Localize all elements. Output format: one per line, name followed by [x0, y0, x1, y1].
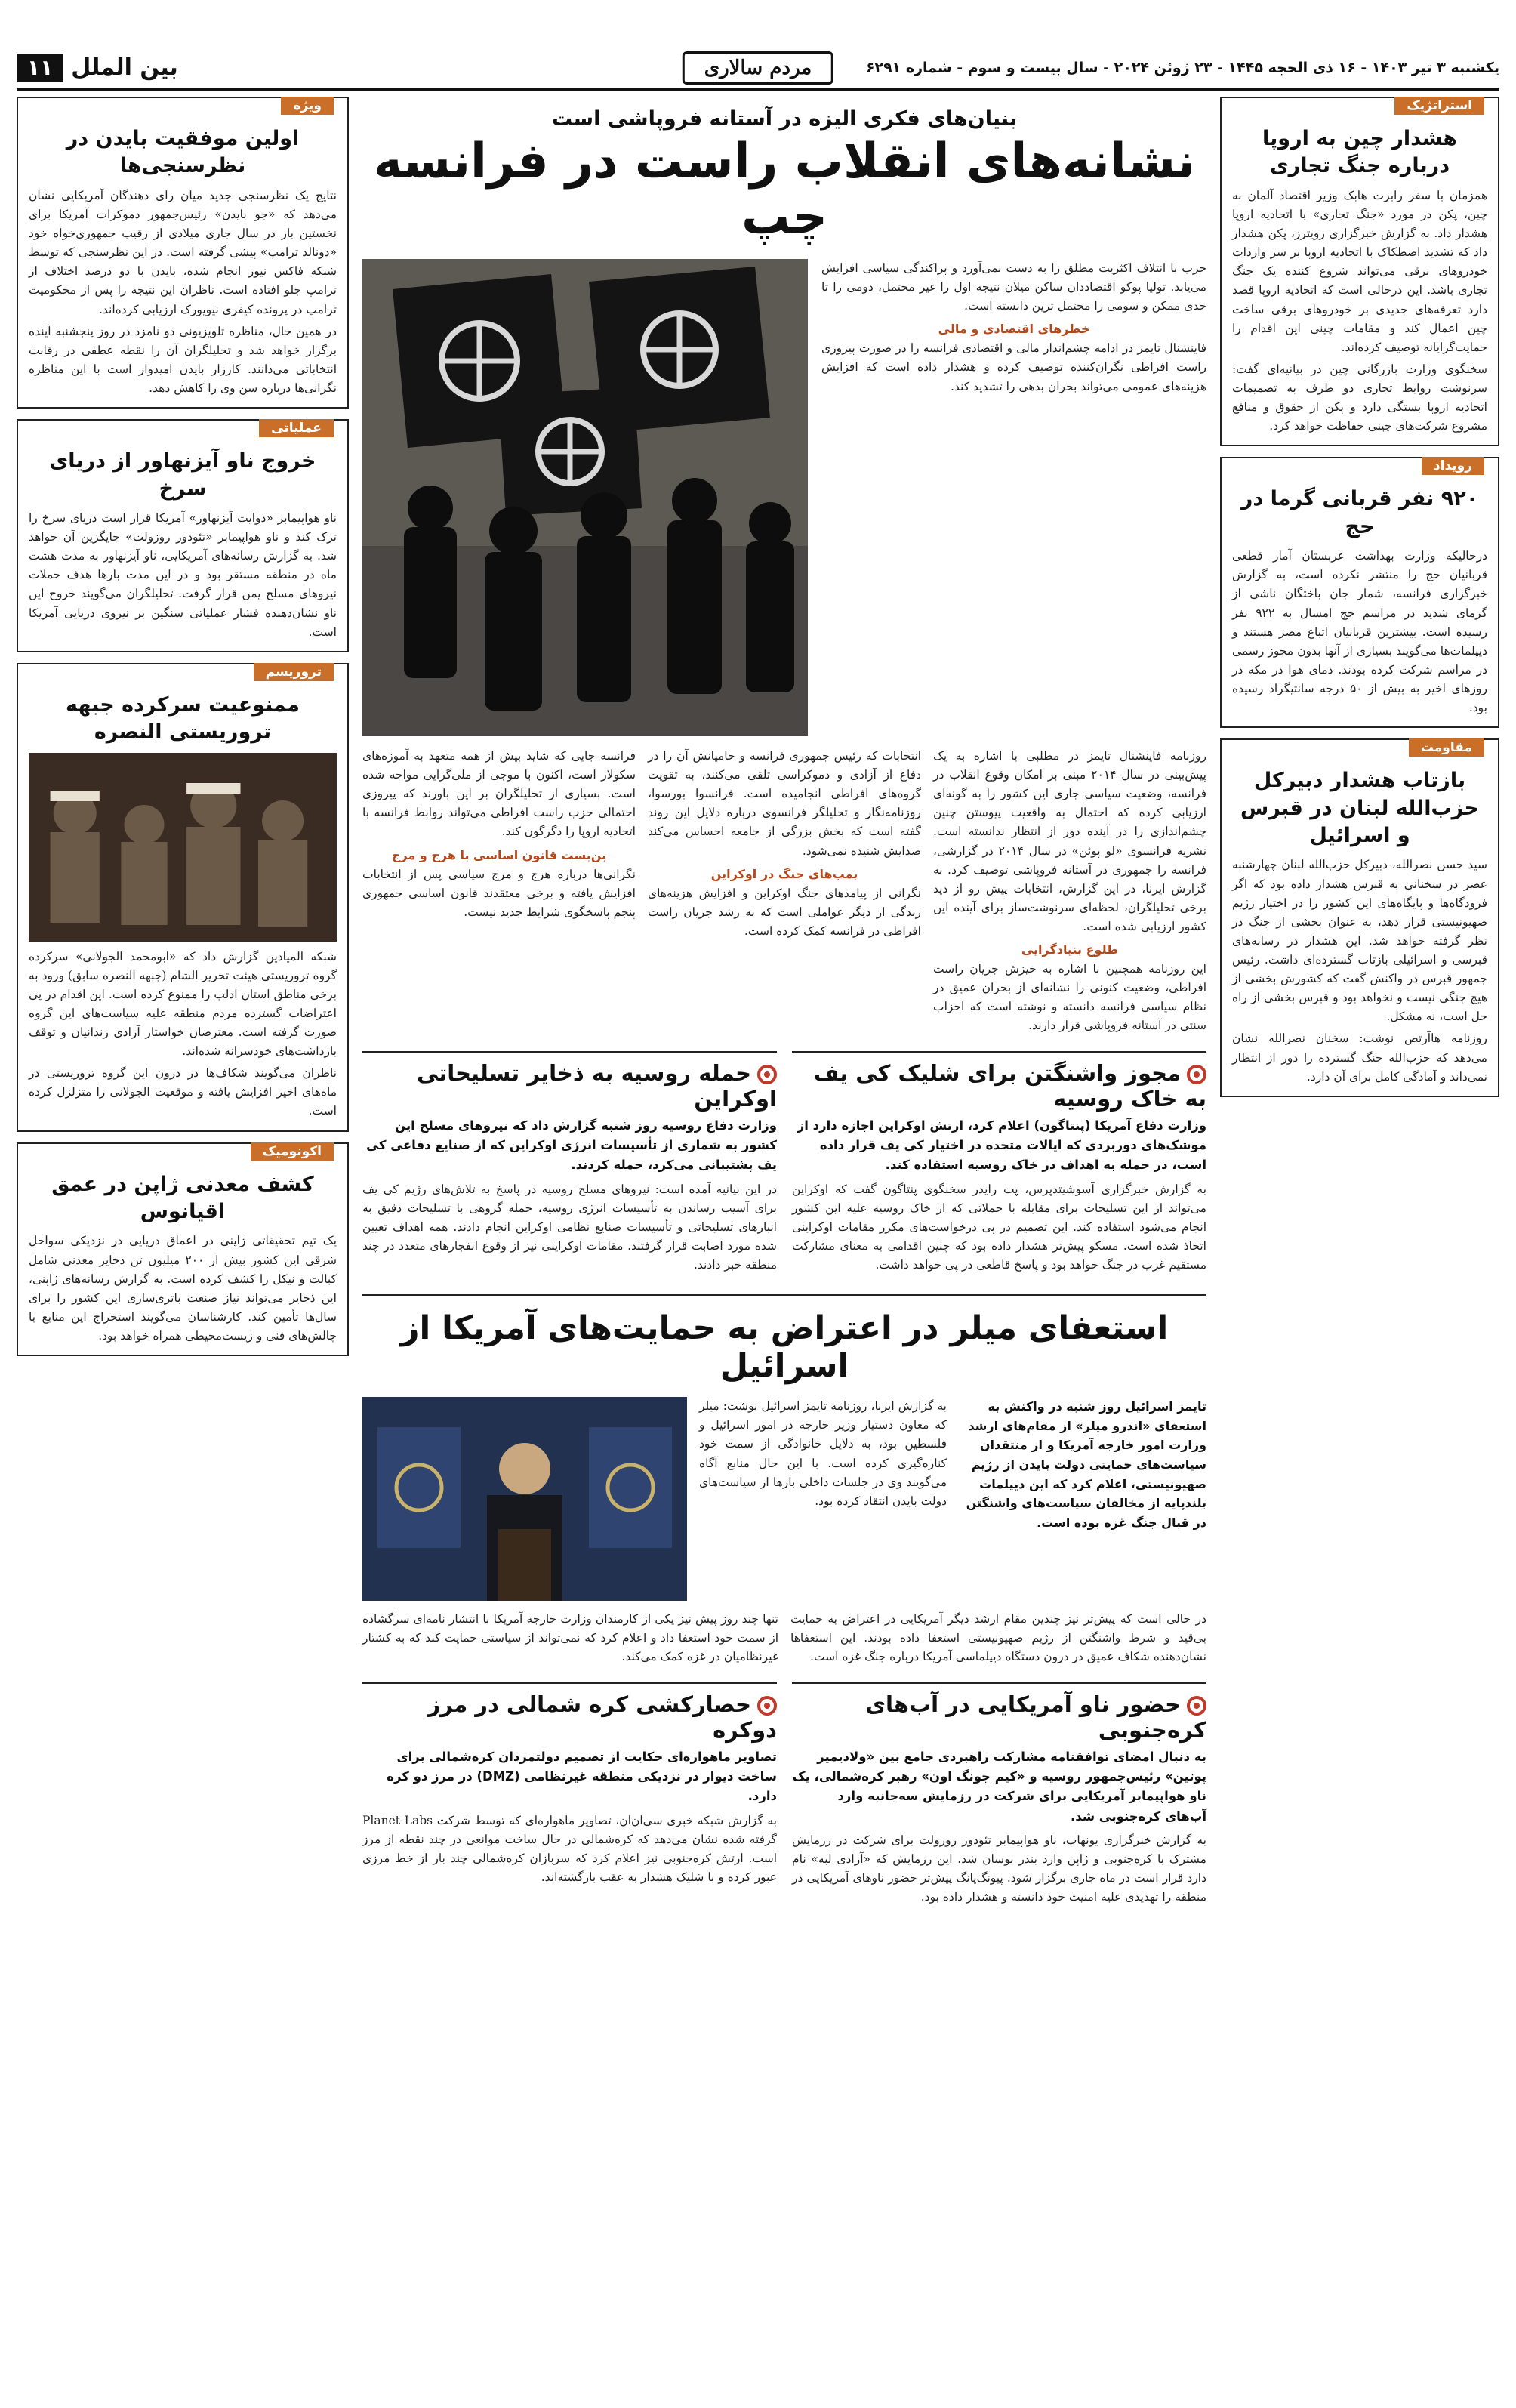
lead-paragraph: روزنامه فاینشنال تایمز در مطلبی با اشاره به یک پیش‌بینی در سال ۲۰۱۴ مبنی بر امکان وقوع انقلاب در فرانسه، وضعیت سیاسی جاری این کشور را به گونه‌ای ارزیابی کرده که احتمال به واقعیت پیوستن چنین چشم‌اندازی را در آینده دور از انتظار ندانسته است. نشریه فرانسوی «لو پوئن» در سال ۲۰۱۴ در گزارشی، فرانسه را جمهوری در آستانه فروپاشی توصیف کرد. به گزارش ایرنا، در این گزارش، انتخابات پیش رو از دید برخی تحلیلگران، لحظه‌ای سرنوشت‌ساز برای آینده این کشور ارزیابی شده است.	[933, 749, 1207, 933]
story-headline: استعفای میلر در اعتراض به حمایت‌های آمریکا از اسرائیل	[362, 1294, 1206, 1385]
story-headline: اولین موفقیت بایدن در نظرسنجی‌ها	[66, 127, 300, 178]
story-body: روزنامه هاآرتص نوشت: سخنان نصرالله نشان می‌دهد که حزب‌الله جنگ گسترده را دور از انتظار نمی‌داند و آمادگی کامل برای آن دارد.	[1232, 1031, 1487, 1084]
story-deck: تصاویر ماهواره‌ای حکایت از تصمیم دولتمردان کره‌شمالی برای ساخت دیوار در نزدیکی منطقه غیرنظامی (DMZ) در مرز دو کره دارد.	[387, 1749, 777, 1804]
lead-text-block	[821, 259, 1206, 736]
story-column	[790, 1610, 1206, 1666]
korea-stories	[362, 1682, 1206, 1907]
story-north-korea-wall	[362, 1682, 777, 1907]
story-headline	[792, 1691, 1206, 1743]
lead-photo	[362, 259, 808, 736]
story-body: نتایج یک نظرسنجی جدید میان رای دهندگان آمریکایی نشان می‌دهد که «جو بایدن» رئیس‌جمهور دموکرات آمریکا برای نخستین بار در سال جاری میلادی از رقیب جمهوری‌خواه خود «دونالد ترامپ» پیشی گرفته است. در این نظرسنجی که توسط شبکه فاکس نیوز انجام شده، بایدن با دو درصد اختلاف از ترامپ جلو افتاده است. ناظران این نتیجه را پس از محکومیت ترامپ در پرونده کیفری نیویورک ارزیابی کرده‌اند.	[29, 188, 337, 316]
story-body: به گزارش ایرنا، روزنامه تایمز اسرائیل نوشت: میلر که معاون دستیار وزیر خارجه در امور اسرائیل و فلسطین بود، به دلایل خانوادگی از سمت خود کناره‌گیری کرده است. با این حال منابع آگاه می‌گویند وی در جلسات داخلی بارها از سیاست‌های دولت بایدن انتقاد کرده بود.	[699, 1399, 947, 1508]
story-headline	[362, 1691, 777, 1743]
story-body: سید حسن نصرالله، دبیرکل حزب‌الله لبنان چهارشنبه عصر در سخنانی به قبرس هشدار داده بود که اگر فرودگاه‌ها و پایگاه‌های این کشور را در اختیار رژیم صهیونیستی قرار دهد، به عنوان بخشی از جنگ در نظر گرفته خواهد شد. این هشدار در رسانه‌های قبرسی و اسرائیلی بازتاب گسترده‌ای داشت. رئیس جمهور قبرس در واکنش گفت که کشورش بخشی از هیچ جنگی نیست و نخواهد بود و قبرس بخشی از راه حل است، نه مشکل.	[1232, 858, 1487, 1024]
story-headline	[362, 1060, 777, 1112]
story-body: در حالی است که پیش‌تر نیز چندین مقام ارشد دیگر آمریکایی در اعتراض به حمایت بی‌قید و شرط واشنگتن از رژیم صهیونیستی استعفا داده بودند. این استعفاها نشان‌دهنده شکاف عمیق در درون دستگاه دیپلماسی آمریکا درباره جنگ غزه است.	[790, 1612, 1206, 1664]
lead-paragraph: فرانسه جایی که شاید بیش از همه متعهد به آموزه‌های سکولار است، اکنون با موجی از ملی‌گرایی مواجه شده است. بسیاری از تحلیلگران بر این باورند که پیروزی احتمالی حزب راست افراطی می‌تواند روابط فرانسه با اتحادیه اروپا را دگرگون کند.	[362, 749, 636, 839]
news-bullet-icon	[1187, 1065, 1206, 1084]
story-headline: بازتاب هشدار دبیرکل حزب‌الله لبنان در قبرس و اسرائیل	[1240, 769, 1479, 848]
rubric-label: ویژه	[281, 97, 334, 115]
lead-column	[821, 259, 1206, 396]
lead-paragraph: حزب با انتلاف اکثریت مطلق را به دست نمی‌آورد و پراکندگی سیاسی افزایش می‌یابد. تولیا پوکو اقتصاددان ساکن میلان نتیجه اول را غیر محتمل، دومی را تا حدی ممکن و سومی را محتمل ترین دانسته است.	[821, 261, 1206, 313]
lead-paragraph: فاینشنال تایمز در ادامه چشم‌انداز مالی و اقتصادی فرانسه را در صورت پیروزی راست افراطی نگران‌کننده توصیف کرده و هشدار داده است که افزایش هزینه‌های عمومی می‌تواند بحران بدهی را تشدید کند.	[821, 341, 1206, 393]
lead-text-columns	[821, 259, 1206, 396]
main-area	[362, 97, 1206, 1907]
lead-column	[362, 747, 636, 1036]
rubric-label: اکونومیک	[251, 1142, 334, 1161]
rubric-label: عملیاتی	[259, 419, 334, 437]
newspaper-logo: مردم سالاری	[683, 51, 833, 85]
story-headline: ۹۲۰ نفر قربانی گرما در حج	[1240, 487, 1479, 538]
masthead	[17, 47, 1499, 91]
story-body: تنها چند روز پیش نیز یکی از کارمندان وزارت خارجه آمریکا با انتشار نامه‌ای سرگشاده از سمت خود استعفا داد و اعلام کرد که نمی‌تواند از سیاستی حمایت کند که به کشتار غیرنظامیان در غزه کمک می‌کند.	[362, 1612, 778, 1664]
story-photo	[362, 1397, 687, 1601]
ukraine-stories	[362, 1051, 1206, 1275]
story-column	[699, 1397, 947, 1601]
lead-column	[648, 747, 921, 1036]
news-bullet-icon	[1187, 1696, 1206, 1716]
rubric-label: تروریسم	[254, 663, 334, 681]
rubric-label: رویداد	[1422, 457, 1484, 475]
section-header	[17, 54, 178, 82]
story-headline	[792, 1060, 1206, 1112]
lead-kicker: بنیان‌های فکری الیزه در آستانه فروپاشی است	[551, 107, 1018, 131]
photo-image	[362, 1397, 687, 1601]
story-body: ناظران می‌گویند شکاف‌ها در درون این گروه تروریستی در ماه‌های اخیر افزایش یافته و موقعیت الجولانی را متزلزل کرده است.	[29, 1066, 337, 1118]
story-miller-more	[362, 1610, 1206, 1666]
news-bullet-icon	[757, 1065, 777, 1084]
story-china-warning	[1220, 97, 1499, 446]
story-body: به گزارش خبرگزاری یونهاپ، ناو هواپیمابر تئودور روزولت برای شرکت در رزمایش مشترک با کره‌جنوبی و ژاپن وارد بندر بوسان شد. این رزمایش که «آزادی لبه» نام دارد قرار است در ماه جاری برگزار شود. پیونگ‌یانگ پیش‌تر حضور ناوهای آمریکایی در منطقه را تهدیدی علیه امنیت خود دانسته و هشدار داده بود.	[792, 1833, 1206, 1904]
crowd-photo	[29, 753, 337, 942]
lead-subhead: بمب‌های جنگ در اوکراین	[710, 866, 858, 881]
story-deck: وزارت دفاع آمریکا (پنتاگون) اعلام کرد، ارتش اوکراین اجازه دارد از موشک‌های دوربردی که ایالات متحده در اختیار کی یف قرار داده است، در حمله به اهداف در خاک روسیه استفاده کند.	[797, 1118, 1206, 1173]
photo-image	[29, 753, 337, 942]
story-body: در این بیانیه آمده است: نیروهای مسلح روسیه در پاسخ به تلاش‌های رژیم کی یف برای آسیب رساندن به تأسیسات انرژی روسیه، حمله گروهی با تسلیحات دقیق به انبارهای تسلیحاتی و تأسیسات صنایع نظامی اوکراین انجام دادند. همه اهداف تعیین شده مورد اصابت قرار گرفتند. مقامات اوکراینی نیز از وقوع انفجارهای متعدد در چند منطقه خبر دادند.	[362, 1182, 777, 1272]
story-headline-text: حمله روسیه به ذخایر تسلیحاتی اوکراین	[417, 1059, 777, 1112]
news-bullet-icon	[757, 1696, 777, 1716]
lead-photo-image	[362, 259, 808, 736]
lead-subhead: بن‌بست قانون اساسی با هرج و مرج	[391, 847, 607, 862]
issue-date-line: یکشنبه ۳ تیر ۱۴۰۳ - ۱۶ ذی الحجه ۱۴۴۵ - ۲۳ ژوئن ۲۰۲۴ - سال بیست و سوم - شماره ۶۲۹۱	[865, 59, 1499, 76]
lead-paragraph: نگرانی از پیامدهای جنگ اوکراین و افزایش هزینه‌های زندگی از دیگر عواملی است که به رشد جریان راست افراطی در فرانسه کمک کرده است.	[648, 886, 921, 938]
story-headline: ممنوعیت سرکرده جبهه تروریستی النصره	[66, 692, 300, 745]
story-headline: خروج ناو آیزنهاور از دریای سرخ	[49, 449, 316, 501]
page-number: ۱۱	[17, 54, 63, 82]
right-column	[1220, 97, 1499, 1108]
lead-paragraph: نگرانی‌ها درباره هرج و مرج سیاسی پس از انتخابات افزایش یافته و برخی معتقدند قانون اساسی جمهوری پنجم پاسخگوی شرایط جدید نیست.	[362, 867, 636, 919]
story-body: ناو هواپیمابر «دوایت آیزنهاور» آمریکا قرار است دریای سرخ را ترک کند و ناو هواپیمابر «تئودور روزولت» جایگزین آن خواهد شد. به گزارش رسانه‌های آمریکایی، ناو آیزنهاور به مدت هشت ماه در منطقه مستقر بود و در این مدت بارها هدف حملات نیروهای مسلح یمن قرار گرفت. تحلیلگران می‌گویند خروج این ناو نشان‌دهنده فشار عملیاتی سنگین بر نیروی دریایی آمریکا است.	[29, 510, 337, 639]
story-body: یک تیم تحقیقاتی ژاپنی در اعماق دریایی در نزدیکی سواحل شرقی این کشور بیش از ۲۰۰ میلیون تن ذخایر معدنی شامل کبالت و نیکل را کشف کرده است. به گزارش رسانه‌های ژاپنی، این ذخایر می‌تواند نیاز صنعت باتری‌سازی این کشور را برای سال‌ها تأمین کند. کارشناسان می‌گویند استخراج این منابع با چالش‌های فنی و زیست‌محیطی همراه خواهد بود.	[29, 1234, 337, 1343]
rubric-label: استراتژیک	[1394, 97, 1484, 115]
lead-headline: نشانه‌های انقلاب راست در فرانسه چپ	[374, 134, 1195, 245]
story-us-carrier-korea	[792, 1682, 1206, 1907]
lead-column	[933, 747, 1206, 1036]
rubric-label: مقاومت	[1409, 738, 1484, 757]
story-column	[362, 1610, 778, 1666]
lead-paragraph: این روزنامه همچنین با اشاره به خیزش جریان راست افراطی، وضعیت کنونی را نشانه‌ای از بحران عمیق در نظام سیاسی فرانسه دانسته و نوشته است که احزاب سنتی در آستانه فروپاشی قرار دارند.	[933, 962, 1206, 1033]
story-body: درحالیکه وزارت بهداشت عربستان آمار قطعی قربانیان حج را منتشر نکرده است، به گزارش خبرگزاری فرانسه، شمار جان باختگان ناشی از گرمای شدید در مراسم حج امسال به ۹۲۲ نفر رسیده است. بیشترین قربانیان اتباع مصر هستند و دیپلمات‌ها می‌گویند بسیاری از آنها بدون مجوز رسمی در مراسم شرکت کرده بودند. دمای هوا در مکه در روزهای اخیر به بیش از ۵۰ درجه سانتیگراد رسیده بود.	[1232, 549, 1487, 715]
story-column	[959, 1397, 1206, 1601]
left-column	[17, 97, 349, 1367]
story-deck: وزارت دفاع روسیه روز شنبه گزارش داد که نیروهای مسلح این کشور به شماری از تأسیسات انرژی اوکراین که از صنایع دفاعی کی یف پشتیبانی می‌کرد، حمله کردند.	[366, 1118, 777, 1173]
story-hajj-heat	[1220, 457, 1499, 728]
lead-paragraph: انتخابات که رئیس جمهوری فرانسه و حامیانش آن را در دفاع از آزادی و دموکراسی تلقی می‌کنند، به تقویت گروه‌های افراطی انجامیده است. فرانسوا بورسوا، روزنامه‌نگار و تحلیلگر فرانسوی درباره دلایل این روند گفته است که بخش بزرگی از جامعه احساس می‌کند صدایش شنیده نمی‌شود.	[648, 749, 921, 858]
lead-story	[362, 259, 1206, 736]
story-miller-resignation	[362, 1397, 1206, 1601]
story-deck: تایمز اسرائیل روز شنبه در واکنش به استعفای «اندرو میلر» از مقام‌های ارشد وزارت امور خارجه آمریکا و از منتقدان سیاست‌های حمایتی دولت بایدن از رژیم صهیونیستی، اعلام کرد که این دیپلمات بلندپایه از مخالفان سیاست‌های واشنگتن در قبال جنگ غزه بوده است.	[966, 1399, 1206, 1530]
story-body: در همین حال، مناظره تلویزیونی دو نامزد در روز پنجشنبه آینده برگزار خواهد شد و تحلیلگران آن را نقطه عطفی در رقابت انتخاباتی می‌دانند. کارزار بایدن امیدوار است با این مناظره نگرانی‌ها درباره سن وی را کاهش دهد.	[29, 324, 337, 395]
story-body: به گزارش خبرگزاری آسوشیتدپرس، پت رایدر سخنگوی پنتاگون گفت که اوکراین می‌تواند از این تسلیحات برای مقابله با حملاتی که از خاک روسیه علیه این کشور انجام می‌شود استفاده کند. این تصمیم در پی درخواست‌های مکرر مقامات اوکراینی اتخاذ شده است. مسکو پیش‌تر هشدار داده بود که چنین اقدامی به معنای مشارکت مستقیم غرب در جنگ خواهد بود و پاسخ قاطعی در پی خواهد داشت.	[792, 1182, 1206, 1272]
story-eisenhower	[17, 419, 349, 652]
section-name: بین الملل	[71, 54, 178, 81]
story-nusra	[17, 663, 349, 1132]
story-body: سخنگوی وزارت بازرگانی چین در بیانیه‌ای گفت: سرنوشت روابط تجاری دو طرف به تصمیمات اتحادیه اروپا بستگی دارد و پکن از حقوق و منافع مشروع شرکت‌های چینی حفاظت خواهد کرد.	[1232, 362, 1487, 433]
lead-subhead: خطرهای اقتصادی و مالی	[938, 322, 1090, 337]
story-deck: به دنبال امضای توافقنامه مشارکت راهبردی جامع بین «ولادیمیر پوتین» رئیس‌جمهور روسیه و «کیم جونگ اون» رهبر کره‌شمالی، یک ناو هواپیمابر آمریکایی برای شرکت در رزمایش سه‌جانبه وارد آب‌های کره‌جنوبی شد.	[792, 1749, 1206, 1824]
lead-columns-bottom	[362, 747, 1206, 1036]
story-body: شبکه المیادین گزارش داد که «ابومحمد الجولانی» سرکرده گروه تروریستی هیئت تحریر الشام (جبهه النصره سابق) ورود به برخی مناطق استان ادلب را ممنوع کرده است. این اقدام در پی اعتراضات گسترده مردم منطقه علیه سیاست‌های این گروه صورت گرفته است. معترضان خواستار آزادی زندانیان و توقف بازداشت‌های خودسرانه شده‌اند.	[29, 949, 337, 1059]
story-biden-poll	[17, 97, 349, 409]
story-russia-attack	[362, 1051, 777, 1275]
story-headline-text: حصارکشی کره شمالی در مرز دوکره	[427, 1691, 777, 1743]
story-headline: کشف معدنی ژاپن در عمق اقیانوس	[51, 1172, 314, 1224]
story-headline-text: مجوز واشنگتن برای شلیک کی یف به خاک روسیه	[813, 1059, 1206, 1112]
story-headline-text: حضور ناو آمریکایی در آب‌های کره‌جنوبی	[865, 1691, 1206, 1743]
story-body: به گزارش شبکه خبری سی‌ان‌ان، تصاویر ماهواره‌ای که توسط شرکت Planet Labs گرفته شده نشان می‌دهد که کره‌شمالی در حال ساخت موانعی در چند نقطه از مرز است. ارتش کره‌جنوبی نیز اعلام کرد که سربازان کره‌شمالی چند بار از خط مرزی عبور کرده و با شلیک هشدار به عقب بازگشته‌اند.	[362, 1813, 777, 1885]
story-japan-mine	[17, 1142, 349, 1357]
lead-subhead: طلوع بنیادگرایی	[1021, 942, 1119, 957]
story-hezbollah-warning	[1220, 738, 1499, 1097]
story-headline: هشدار چین به اروپا درباره جنگ تجاری	[1262, 127, 1457, 178]
story-body: همزمان با سفر رابرت هابک وزیر اقتصاد آلمان به چین، پکن در مورد «جنگ تجاری» با اتحادیه اروپا هشدار داد. به گزارش خبرگزاری رویترز، پکن هشدار داد که تشدید اصطکاک با اتحادیه اروپا بر سر واردات خودروهای برقی می‌تواند شروع کننده یک جنگ تجاری باشد. این درحالی است که اتحادیه اروپا قصد دارد تعرفه‌های جدیدی بر خودروهای برقی ساخت چین اعمال کند و مقامات چینی این اقدام را حمایت‌گرایانه توصیف کرده‌اند.	[1232, 188, 1487, 354]
press-briefing-photo	[362, 1397, 687, 1601]
story-washington-permit	[792, 1051, 1206, 1275]
